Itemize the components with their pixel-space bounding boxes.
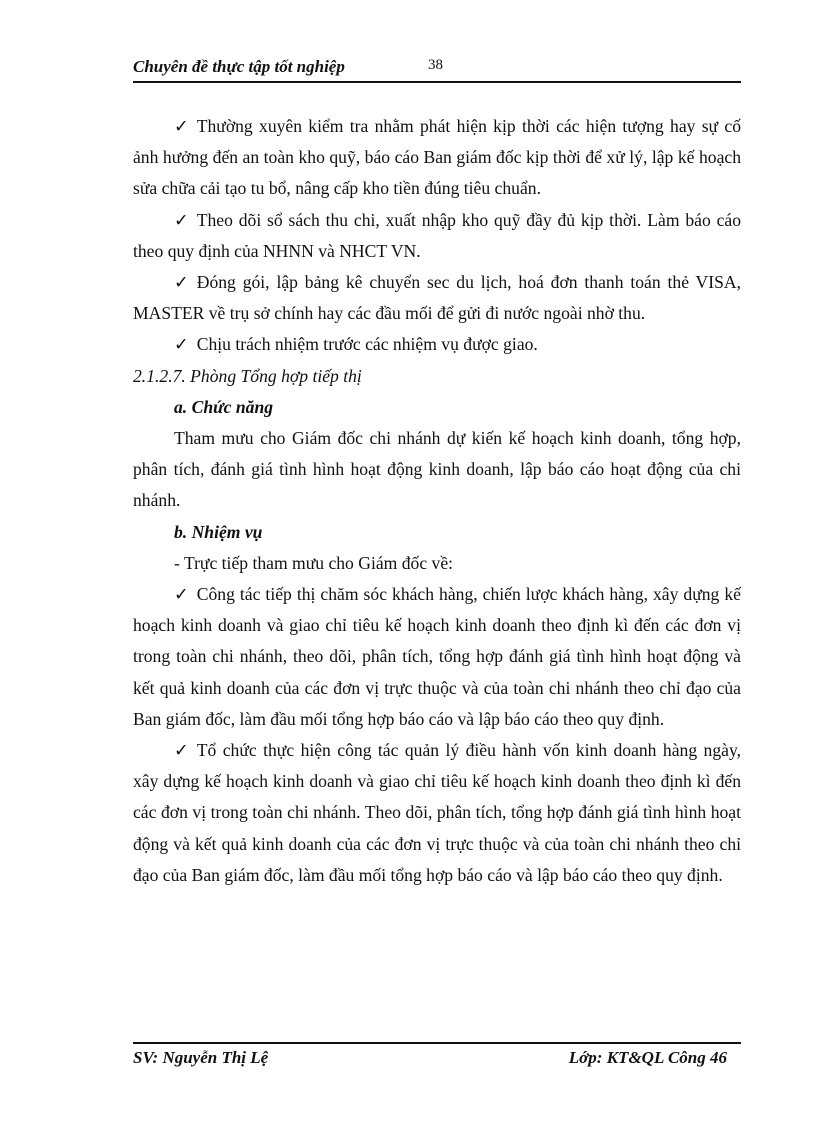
bullet-item — [133, 735, 741, 891]
bullet-text: Chịu trách nhiệm trước các nhiệm vụ được giao. — [196, 334, 538, 355]
footer-divider — [133, 1042, 741, 1044]
page-header — [133, 56, 741, 82]
check-icon: ✓ — [174, 272, 189, 293]
check-icon: ✓ — [174, 334, 189, 355]
check-icon: ✓ — [174, 116, 189, 136]
header-title: Chuyên đề thực tập tốt nghiệp — [133, 57, 345, 76]
document-body — [133, 111, 741, 891]
page-footer — [133, 1048, 741, 1074]
bullet-item — [133, 205, 741, 267]
section-heading: 2.1.2.7. Phòng Tổng hợp tiếp thị — [133, 365, 362, 386]
bullet-text: Đóng gói, lập bảng kê chuyển sec du lịch, hoá đơn thanh toán thẻ VISA, MASTER về trụ sở chính hay các đầu mối để gửi đi nước ngoài nhờ thu. — [133, 272, 741, 324]
bullet-text: Thường xuyên kiểm tra nhằm phát hiện kịp thời các hiện tượng hay sự cố ảnh hưởng đến an toàn kho quỹ, báo cáo Ban giám đốc kịp thời để xử lý, lập kế hoạch sửa chữa cải tạo tu bổ, nâng cấp kho tiền đúng tiêu chuẩn. — [133, 116, 741, 199]
subsection-heading-a: a. Chức năng — [174, 396, 274, 417]
header-divider — [133, 81, 741, 83]
check-icon: ✓ — [174, 584, 189, 605]
bullet-text: Công tác tiếp thị chăm sóc khách hàng, chiến lược khách hàng, xây dựng kế hoạch kinh doanh và giao chỉ tiêu kế hoạch kinh doanh theo định kì đến các đơn vị trong toàn chi nhánh, theo dõi, phân tích, tổng hợp đánh giá tình hình hoạt động và kết quả kinh doanh của các đơn vị trực thuộc và của toàn chi nhánh theo chỉ đạo của Ban giám đốc, làm đầu mối tổng hợp báo cáo và lập báo cáo theo quy định. — [133, 584, 741, 729]
check-icon: ✓ — [174, 740, 189, 761]
bullet-item — [133, 329, 741, 360]
bullet-text: Theo dõi sổ sách thu chi, xuất nhập kho quỹ đầy đủ kịp thời. Làm báo cáo theo quy định của NHNN và NHCT VN. — [133, 209, 741, 261]
duties-intro: - Trực tiếp tham mưu cho Giám đốc về: — [174, 552, 454, 573]
subsection-heading-b: b. Nhiệm vụ — [174, 521, 263, 542]
class-name: Lớp: KT&QL Công 46 — [568, 1048, 727, 1067]
paragraph-function: Tham mưu cho Giám đốc chi nhánh dự kiến kế hoạch kinh doanh, tổng hợp, phân tích, đánh giá tình hình hoạt động kinh doanh, lập báo cáo hoạt động của chi nhánh. — [133, 428, 741, 511]
check-icon: ✓ — [174, 209, 189, 230]
bullet-text: Tổ chức thực hiện công tác quản lý điều hành vốn kinh doanh hàng ngày, xây dựng kế hoạch kinh doanh và giao chỉ tiêu kế hoạch kinh doanh theo định kì đến các đơn vị trong toàn chi nhánh. Theo dõi, phân tích, tổng hợp đánh giá tình hình hoạt động và kết quả kinh doanh của các đơn vị trực thuộc và của toàn chi nhánh theo chỉ đạo của Ban giám đốc, làm đầu mối tổng hợp báo cáo và lập báo cáo theo quy định. — [133, 740, 741, 885]
student-name: SV: Nguyễn Thị Lệ — [133, 1048, 269, 1067]
bullet-item — [133, 111, 741, 205]
page-number: 38 — [428, 57, 443, 73]
bullet-item — [133, 579, 741, 735]
bullet-item — [133, 267, 741, 329]
